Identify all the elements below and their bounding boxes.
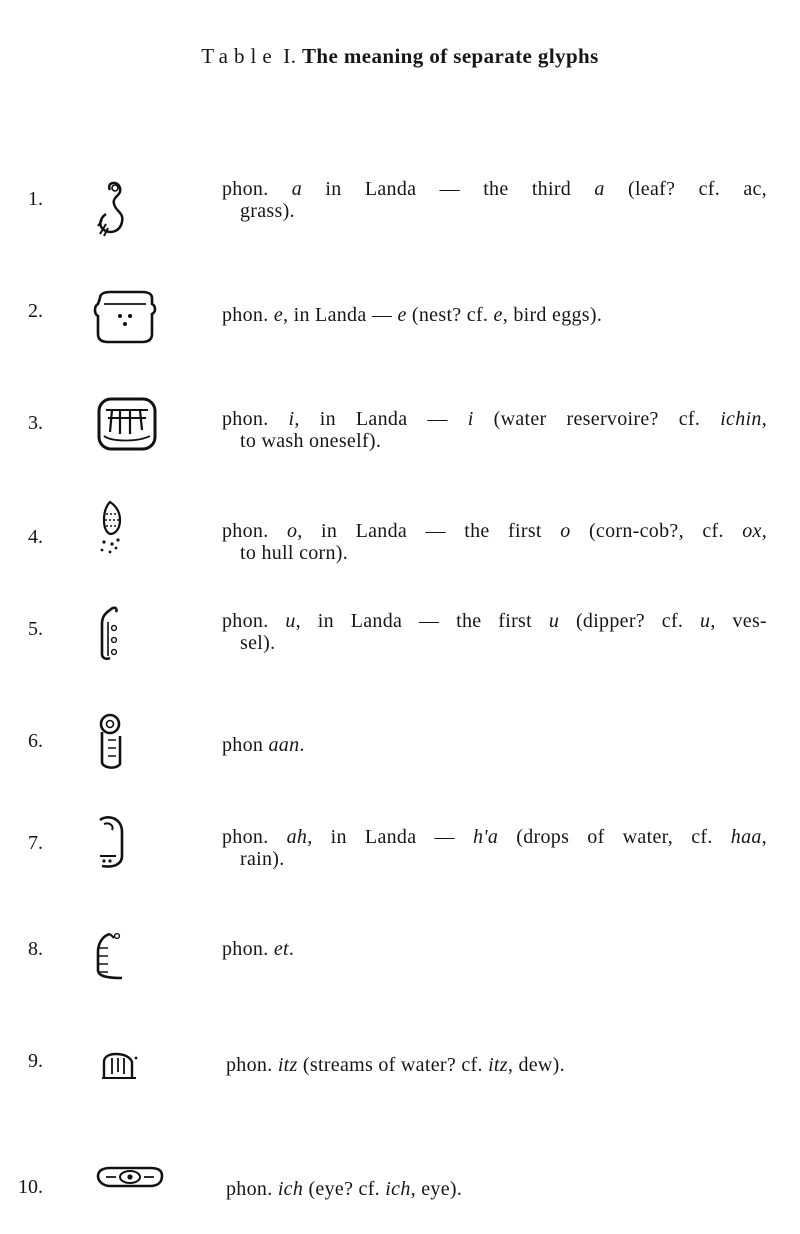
et-glyph-icon <box>88 922 168 992</box>
water-reservoir-glyph-icon <box>88 396 168 466</box>
streams-glyph-icon <box>88 1048 168 1118</box>
entry-text: phon. o, in Landa — the first o (corn-cob?, cf. ox, to hull corn). <box>222 520 768 564</box>
entry-text: phon. ah, in Landa — h'a (drops of water, cf. haa, rain). <box>222 826 767 870</box>
entry-number: 1. <box>28 188 43 210</box>
entry-text: phon. itz (streams of water? cf. itz, dew). <box>226 1054 565 1076</box>
title-lead: Table <box>201 44 278 68</box>
title-number: I. <box>283 44 297 68</box>
nest-glyph-icon <box>88 290 168 360</box>
entry-text: phon. ich (eye? cf. ich, eye). <box>226 1178 463 1200</box>
entry-number: 9. <box>28 1050 43 1072</box>
entry-number: 3. <box>28 412 43 434</box>
entry-text: phon aan. <box>222 734 305 756</box>
aan-glyph-icon <box>88 712 168 782</box>
entry-number: 4. <box>28 526 43 548</box>
dipper-glyph-icon <box>88 604 168 674</box>
entry-text: phon. a in Landa — the third a (leaf? cf. ac, grass). <box>222 178 767 222</box>
drops-glyph-icon <box>88 812 168 882</box>
entry-number: 10. <box>18 1176 43 1198</box>
entry-number: 7. <box>28 832 43 854</box>
page-title <box>0 44 800 69</box>
corn-cob-glyph-icon <box>88 498 168 568</box>
eye-glyph-icon <box>94 1164 174 1234</box>
entry-number: 5. <box>28 618 43 640</box>
leaf-glyph-icon <box>88 178 168 248</box>
title-text: The meaning of separate glyphs <box>302 44 599 68</box>
entry-text: phon. e, in Landa — e (nest? cf. e, bird eggs). <box>222 304 603 326</box>
entry-text: phon. et. <box>222 938 295 960</box>
entry-text: phon. u, in Landa — the first u (dipper? cf. u, ves- sel). <box>222 610 767 654</box>
entry-number: 2. <box>28 300 43 322</box>
entry-number: 8. <box>28 938 43 960</box>
entry-number: 6. <box>28 730 43 752</box>
entry-text: phon. i, in Landa — i (water reservoire? cf. ichin, to wash oneself). <box>222 408 767 452</box>
